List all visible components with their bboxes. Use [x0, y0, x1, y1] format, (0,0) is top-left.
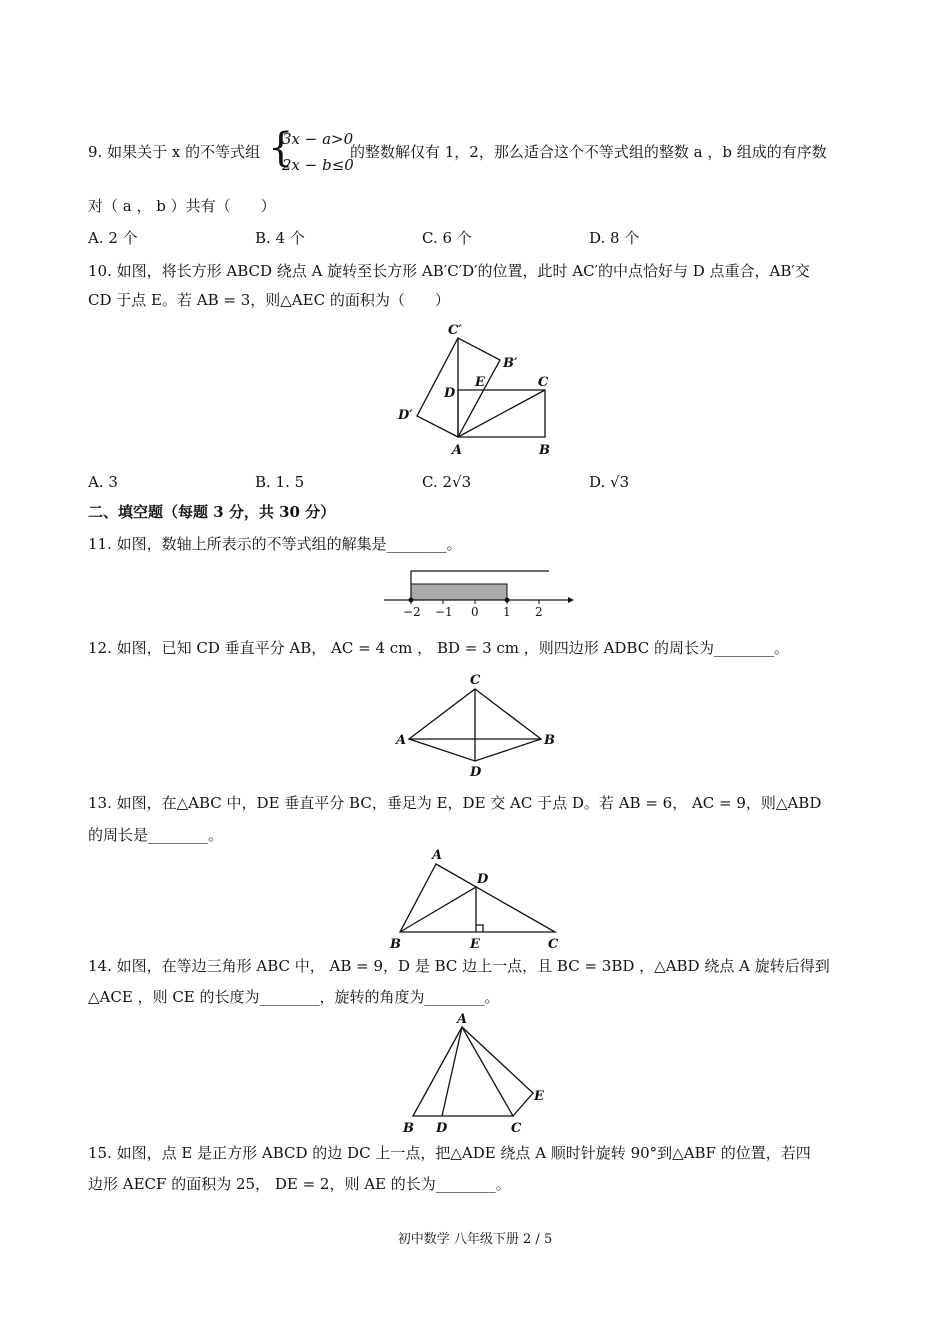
- q10-label-c: C: [538, 375, 549, 390]
- q10-label-e: E: [475, 375, 485, 390]
- q10-label-b: B: [539, 443, 550, 458]
- q14-line-1: 14. 如图，在等边三角形 ABC 中， AB = 9，D 是 BC 边上一点，且 BC = 3BD ，△ABD 绕点 A 旋转后得到: [88, 957, 830, 975]
- q9-option-c: C. 6 个: [422, 229, 472, 247]
- q13-label-b: B: [390, 937, 401, 952]
- q10-label-d1: D′: [398, 408, 413, 423]
- q10-line-2: CD 于点 E。若 AB = 3，则△AEC 的面积为（ ）: [88, 291, 450, 309]
- q9-text-a: 9. 如果关于 x 的不等式组: [88, 143, 261, 161]
- q9-brace: {: [268, 125, 294, 171]
- q11-tick-label: 0: [471, 605, 479, 619]
- q12-text: 12. 如图，已知 CD 垂直平分 AB， AC = 4 cm ， BD = 3 cm ，则四边形 ADBC 的周长为________。: [88, 639, 789, 657]
- q9-option-d: D. 8 个: [589, 229, 640, 247]
- q10-label-a: A: [452, 443, 463, 458]
- q13-label-e: E: [470, 937, 480, 952]
- q10-line-1: 10. 如图，将长方形 ABCD 绕点 A 旋转至长方形 AB′C′D′的位置，此时 AC′的中点恰好与 D 点重合，AB′交: [88, 262, 810, 280]
- q9-inequality-1: 3x − a>0: [282, 130, 354, 148]
- page-footer: 初中数学 八年级下册 2 / 5: [397, 1232, 553, 1247]
- q12-label-d: D: [470, 765, 482, 780]
- q10-label-c1: C′: [448, 323, 462, 338]
- q10-label-b1: B′: [503, 356, 518, 371]
- q14-label-d: D: [436, 1121, 448, 1136]
- q14-label-e: E: [534, 1089, 544, 1104]
- q11-tick-label: 1: [503, 605, 511, 619]
- q13-line-1: 13. 如图，在△ABC 中，DE 垂直平分 BC，垂足为 E，DE 交 AC 于点 D。若 AB = 6， AC = 9，则△ABD: [88, 794, 822, 812]
- q11-tick-label: 2: [535, 605, 543, 619]
- q14-label-b: B: [403, 1121, 414, 1136]
- q14-triangle-abc: [413, 1027, 513, 1116]
- q13-label-d: D: [477, 872, 489, 887]
- q12-label-a: A: [396, 733, 407, 748]
- q12-label-b: B: [544, 733, 555, 748]
- q13-label-c: C: [548, 937, 559, 952]
- q11-tick-label: −1: [435, 605, 453, 619]
- q13-line-2: 的周长是________。: [88, 826, 224, 844]
- q15-line-2: 边形 AECF 的面积为 25， DE = 2，则 AE 的长为________。: [88, 1175, 511, 1193]
- q11-tick-label: −2: [403, 605, 421, 619]
- q14-triangle-ace: [462, 1027, 533, 1116]
- section-2-title: 二、填空题（每题 3 分，共 30 分）: [88, 503, 336, 521]
- q15-line-1: 15. 如图，点 E 是正方形 ABCD 的边 DC 上一点，把△ADE 绕点 A 顺时针旋转 90°到△ABF 的位置，若四: [88, 1144, 811, 1162]
- q9-inequality-2: 2x − b≤0: [282, 156, 354, 174]
- q10-label-d: D: [444, 386, 456, 401]
- q9-text-b: 的整数解仅有 1，2，那么适合这个不等式组的整数 a ，b 组成的有序数: [350, 143, 827, 161]
- q9-option-b: B. 4 个: [255, 229, 305, 247]
- q14-line-ad: [442, 1027, 462, 1116]
- q9-text-c: 对（ a ， b ）共有（ ）: [88, 197, 276, 215]
- q14-label-c: C: [511, 1121, 522, 1136]
- q13-label-a: A: [432, 848, 443, 863]
- q10-option-a: A. 3: [88, 473, 118, 491]
- q14-line-2: △ACE ，则 CE 的长度为________，旋转的角度为________。: [88, 988, 500, 1006]
- q12-label-c: C: [470, 673, 481, 688]
- q10-option-c: C. 2√3: [422, 473, 472, 491]
- q10-option-d: D. √3: [589, 473, 630, 491]
- q9-option-a: A. 2 个: [88, 229, 138, 247]
- q14-label-a: A: [457, 1012, 468, 1027]
- q11-text: 11. 如图，数轴上所表示的不等式组的解集是________。: [88, 535, 462, 553]
- q10-option-b: B. 1. 5: [255, 473, 305, 491]
